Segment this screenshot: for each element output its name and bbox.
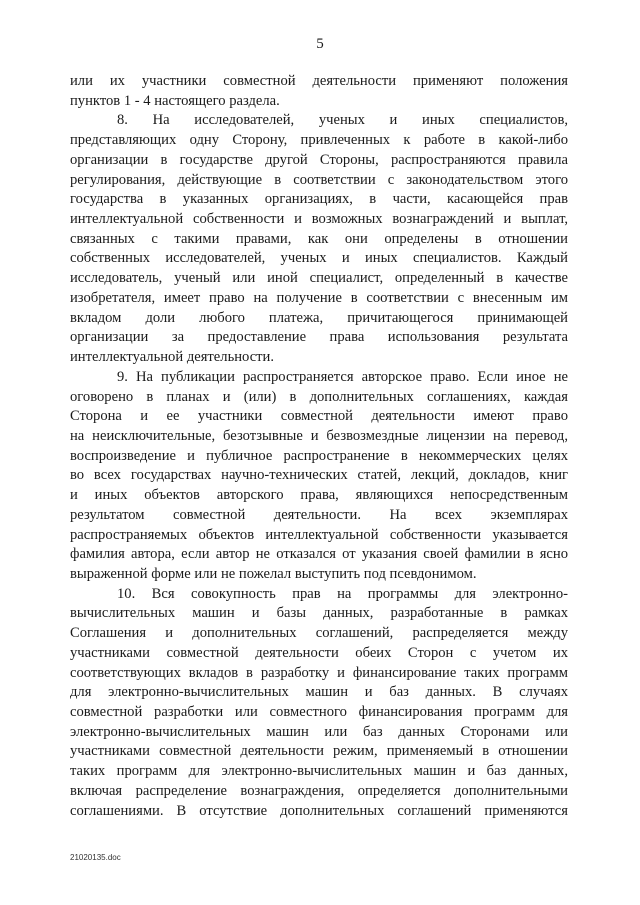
text-line: участниками совместной деятельности обеих Сторон с учетом их bbox=[70, 644, 568, 661]
text-line: участниками совместной деятельности режим, применяемый в отношении bbox=[70, 743, 568, 760]
text-line: выраженной форме или не пожелал выступить под псевдонимом. bbox=[70, 565, 477, 582]
text-line: во всех государствах научно-технических статей, лекций, докладов, книг bbox=[70, 467, 568, 484]
text-line: совместной разработки или совместного финансирования программ для bbox=[70, 704, 568, 720]
text-line: организации за предоставление права использования результата bbox=[70, 329, 568, 346]
text-line: для электронно-вычислительных машин и баз данных. В случаях bbox=[70, 684, 568, 701]
text-line: регулирования, действующие в соответствии с законодательством этого bbox=[70, 171, 568, 188]
text-line: соглашениями. В отсутствие дополнительных соглашений применяются bbox=[70, 802, 568, 819]
text-line: исследователь, ученый или иной специалист, определенный в качестве bbox=[70, 270, 568, 287]
text-line: вычислительных машин и базы данных, разработанные в рамках bbox=[70, 605, 568, 622]
text-line: результатом совместной деятельности. На всех экземплярах bbox=[70, 506, 568, 523]
text-line: интеллектуальной собственности и возможных вознаграждений и выплат, bbox=[70, 211, 568, 228]
page-number: 5 bbox=[316, 36, 324, 52]
text-line: Соглашения и дополнительных соглашений, распределяется между bbox=[70, 625, 568, 642]
text-line: оговорено в планах и (или) в дополнительных соглашениях, каждая bbox=[70, 388, 568, 405]
footer-filename: 21020135.doc bbox=[70, 853, 121, 862]
document-body bbox=[70, 72, 568, 821]
text-line: организации в государстве другой Стороны, распространяются правила bbox=[70, 151, 568, 168]
text-line: 9. На публикации распространяется авторское право. Если иное не bbox=[117, 368, 568, 385]
text-line: фамилия автора, если автор не отказался от указания своей фамилии в ясно bbox=[70, 546, 568, 563]
text-line: изобретателя, имеет право на получение в соответствии с внесенным им bbox=[70, 289, 568, 306]
text-line: 8. На исследователей, ученых и иных специалистов, bbox=[117, 112, 568, 129]
text-line: таких программ для электронно-вычислительных машин и баз данных, bbox=[70, 763, 568, 780]
text-line: электронно-вычислительных машин или баз данных Сторонами или bbox=[70, 723, 568, 740]
text-line: пунктов 1 - 4 настоящего раздела. bbox=[70, 92, 280, 109]
text-line: или их участники совместной деятельности применяют положения bbox=[70, 73, 568, 89]
text-line: связанных с такими правами, как они определены в отношении bbox=[70, 230, 568, 247]
text-line: соответствующих вкладов в разработку и финансирование таких программ bbox=[70, 664, 568, 681]
text-line: 10. Вся совокупность прав на программы для электронно- bbox=[117, 585, 568, 602]
text-line: вкладом доли любого платежа, причитающегося принимающей bbox=[70, 309, 568, 326]
text-line: государства в указанных организациях, в части, касающейся прав bbox=[70, 191, 568, 208]
text-line: распространяемых объектов интеллектуальной собственности указывается bbox=[70, 526, 568, 543]
text-line: Сторона и ее участники совместной деятельности имеют право bbox=[70, 408, 568, 425]
text-line: интеллектуальной деятельности. bbox=[70, 349, 275, 366]
text-line: воспроизведение и публичное распространение в некоммерческих целях bbox=[70, 447, 568, 464]
text-line: собственных исследователей, ученых и иных специалистов. Каждый bbox=[70, 250, 568, 267]
text-line: на неисключительные, безотзывные и безвозмездные лицензии на перевод, bbox=[70, 427, 568, 444]
text-line: представляющих одну Сторону, привлеченных к работе в какой-либо bbox=[70, 132, 568, 149]
text-line: и иных объектов авторского права, являющихся непосредственным bbox=[70, 487, 568, 504]
text-line: включая распределение вознаграждения, определяется дополнительными bbox=[70, 782, 568, 799]
